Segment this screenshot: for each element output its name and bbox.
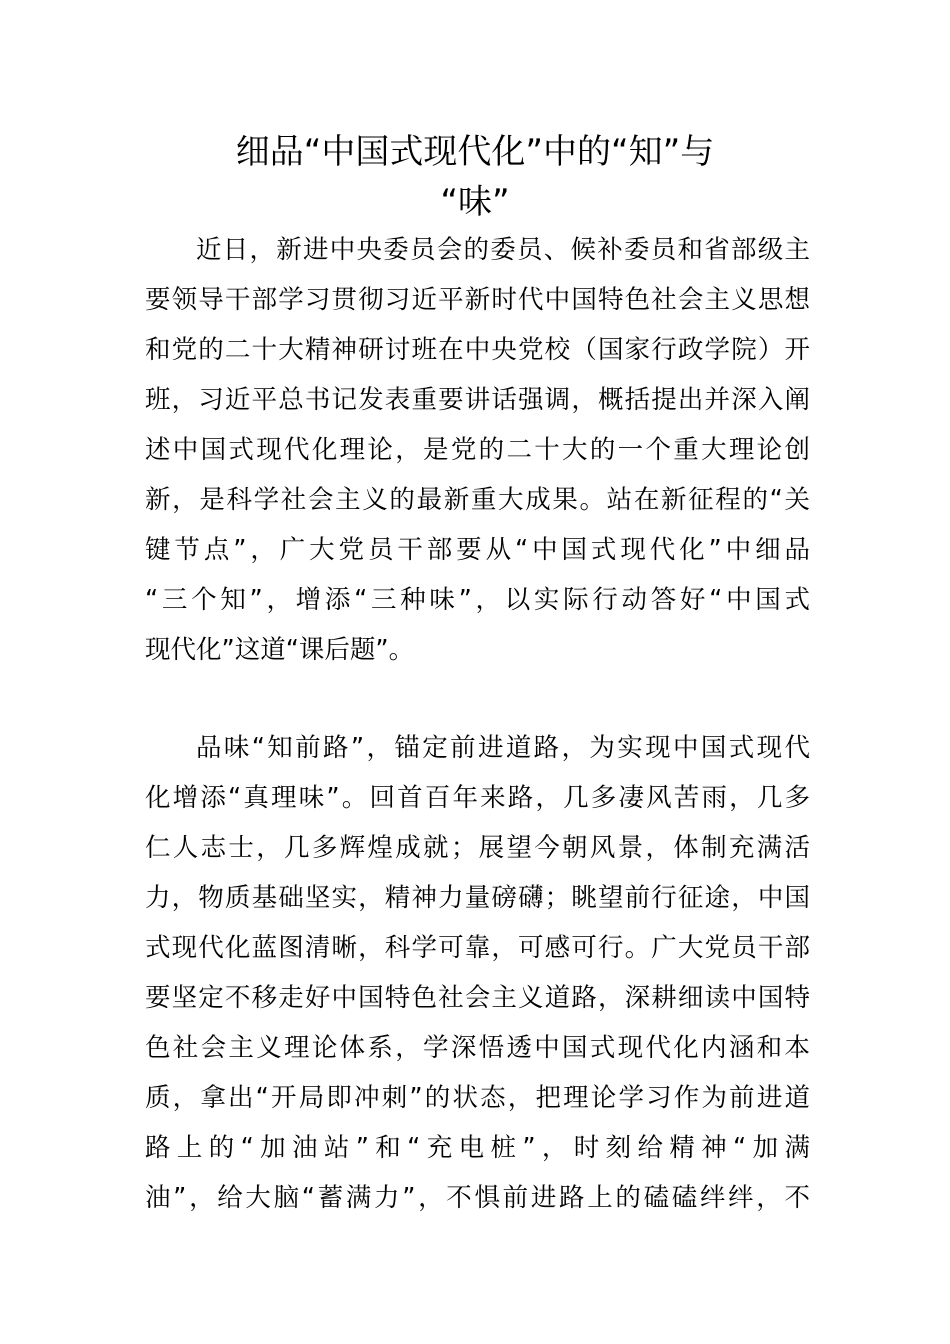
document-title-line-2: “味” [440, 182, 510, 222]
paragraph-1-line-5: 述中国式现代化理论，是党的二十大的一个重大理论创 [145, 435, 810, 465]
paragraph-1-line-8: “三个知”，增添“三种味”，以实际行动答好“中国式 [145, 585, 810, 615]
paragraph-2-line-10: 油”，给大脑“蓄满力”，不惧前进路上的磕磕绊绊，不 [145, 1183, 810, 1213]
paragraph-2-line-1: 品味“知前路”，锚定前进道路，为实现中国式现代 [196, 733, 810, 763]
paragraph-2-line-4: 力，物质基础坚实，精神力量磅礴；眺望前行征途，中国 [145, 883, 810, 913]
paragraph-1-line-4: 班，习近平总书记发表重要讲话强调，概括提出并深入阐 [145, 385, 810, 415]
paragraph-2-line-2: 化增添“真理味”。回首百年来路，几多凄风苦雨，几多 [145, 783, 810, 813]
paragraph-1-line-1: 近日，新进中央委员会的委员、候补委员和省部级主 [196, 235, 810, 265]
paragraph-2-line-7: 色社会主义理论体系，学深悟透中国式现代化内涵和本 [145, 1033, 810, 1063]
paragraph-1-line-3: 和党的二十大精神研讨班在中央党校（国家行政学院）开 [145, 335, 810, 365]
paragraph-1-line-2: 要领导干部学习贯彻习近平新时代中国特色社会主义思想 [145, 285, 810, 315]
paragraph-1-line-7: 键节点”，广大党员干部要从“中国式现代化”中细品 [145, 535, 810, 565]
paragraph-2-line-6: 要坚定不移走好中国特色社会主义道路，深耕细读中国特 [145, 983, 810, 1013]
document-title-line-1: 细品“中国式现代化”中的“知”与 [235, 132, 715, 172]
paragraph-2-line-5: 式现代化蓝图清晰，科学可靠，可感可行。广大党员干部 [145, 933, 810, 963]
paragraph-2-line-3: 仁人志士，几多辉煌成就；展望今朝风景，体制充满活 [145, 833, 810, 863]
paragraph-1-line-9: 现代化”这道“课后题”。 [145, 635, 415, 665]
paragraph-2-line-8: 质，拿出“开局即冲刺”的状态，把理论学习作为前进道 [145, 1083, 810, 1113]
paragraph-1-line-6: 新，是科学社会主义的最新重大成果。站在新征程的“关 [145, 485, 810, 515]
paragraph-2-line-9: 路上的“加油站”和“充电桩”，时刻给精神“加满 [145, 1133, 810, 1163]
